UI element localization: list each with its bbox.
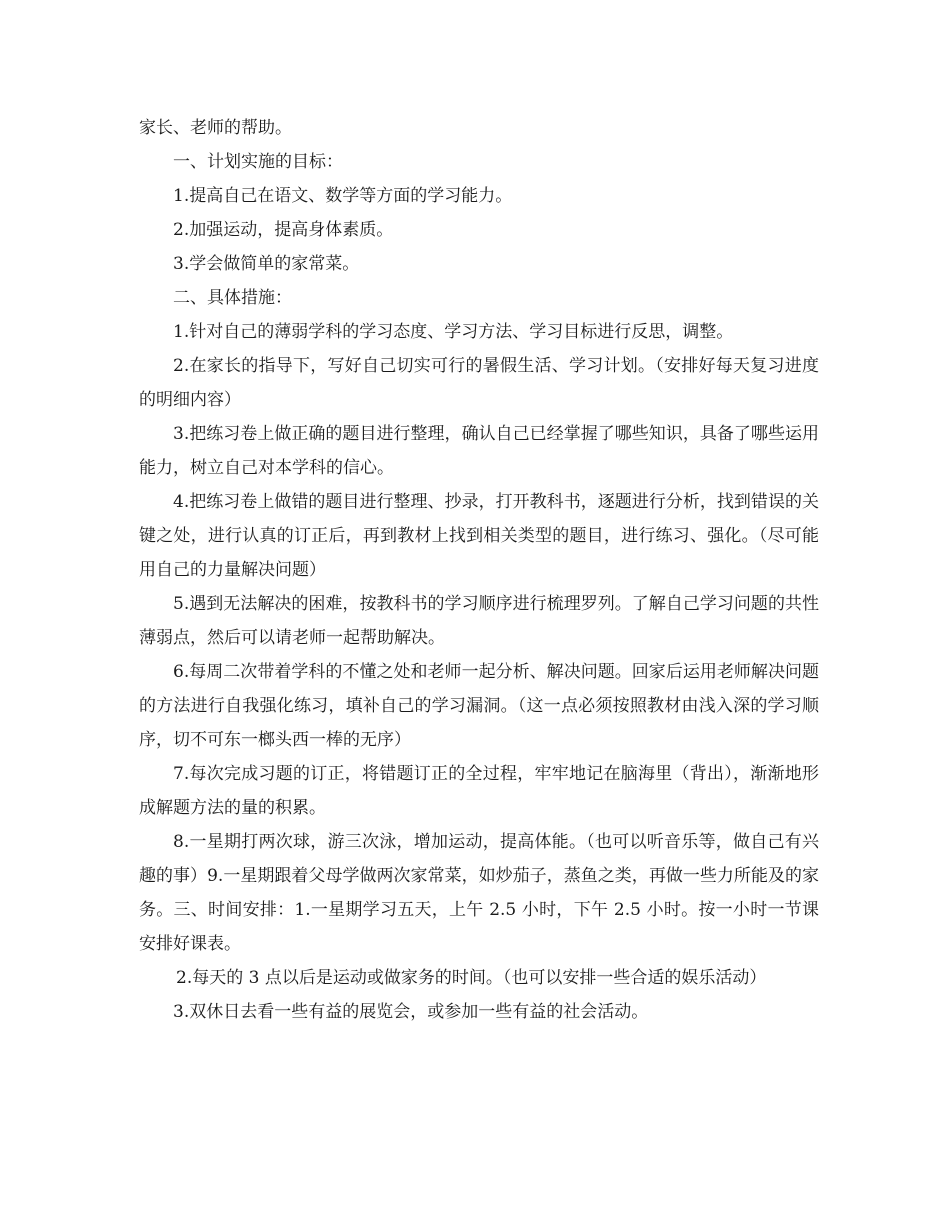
paragraph-continuation: 家长、老师的帮助。 (139, 118, 292, 138)
measure-item-1: 1.针对自己的薄弱学科的学习态度、学习方法、学习目标进行反思，调整。 (173, 322, 734, 342)
measure-item-6: 6.每周二次带着学科的不懂之处和老师一起分析、解决问题。回家后运用老师解决问题的方法进行自我强化练习，填补自己的学习漏洞。（这一点必须按照教材由浅入深的学习顺序，切不可东一榔头西一棒的无序） (139, 662, 819, 750)
goal-item-3: 3.学会做简单的家常菜。 (173, 254, 360, 274)
measure-item-8-and-schedule: 8.一星期打两次球，游三次泳，增加运动，提高体能。（也可以听音乐等，做自己有兴趣的事）9.一星期跟着父母学做两次家常菜，如炒茄子，蒸鱼之类，再做一些力所能及的家务。三、时间安排：1.一星期学习五天，上午 2.5 小时，下午 2.5 小时。按一小时一节课安排好课表。 (139, 832, 819, 954)
measure-item-2: 2.在家长的指导下，写好自己切实可行的暑假生活、学习计划。（安排好每天复习进度的明细内容） (139, 356, 819, 410)
measure-item-7: 7.每次完成习题的订正，将错题订正的全过程，牢牢地记在脑海里（背出），渐渐地形成解题方法的量的积累。 (139, 764, 819, 818)
measure-item-3: 3.把练习卷上做正确的题目进行整理，确认自己已经掌握了哪些知识，具备了哪些运用能力，树立自己对本学科的信心。 (139, 424, 819, 478)
schedule-item-3: 3.双休日去看一些有益的展览会，或参加一些有益的社会活动。 (173, 1002, 649, 1022)
goal-item-2: 2.加强运动，提高身体素质。 (173, 220, 394, 240)
section-heading-measures: 二、具体措施： (173, 288, 292, 308)
document-body (139, 111, 819, 1029)
measure-item-4: 4.把练习卷上做错的题目进行整理、抄录，打开教科书，逐题进行分析，找到错误的关键之处，进行认真的订正后，再到教材上找到相关类型的题目，进行练习、强化。（尽可能用自己的力量解决问题） (139, 492, 819, 580)
measure-item-5: 5.遇到无法解决的困难，按教科书的学习顺序进行梳理罗列。了解自己学习问题的共性薄弱点，然后可以请老师一起帮助解决。 (139, 594, 819, 648)
section-heading-goals: 一、计划实施的目标： (173, 152, 343, 172)
schedule-item-2: 2.每天的 3 点以后是运动或做家务的时间。（也可以安排一些合适的娱乐活动） (176, 968, 767, 988)
goal-item-1: 1.提高自己在语文、数学等方面的学习能力。 (173, 186, 513, 206)
